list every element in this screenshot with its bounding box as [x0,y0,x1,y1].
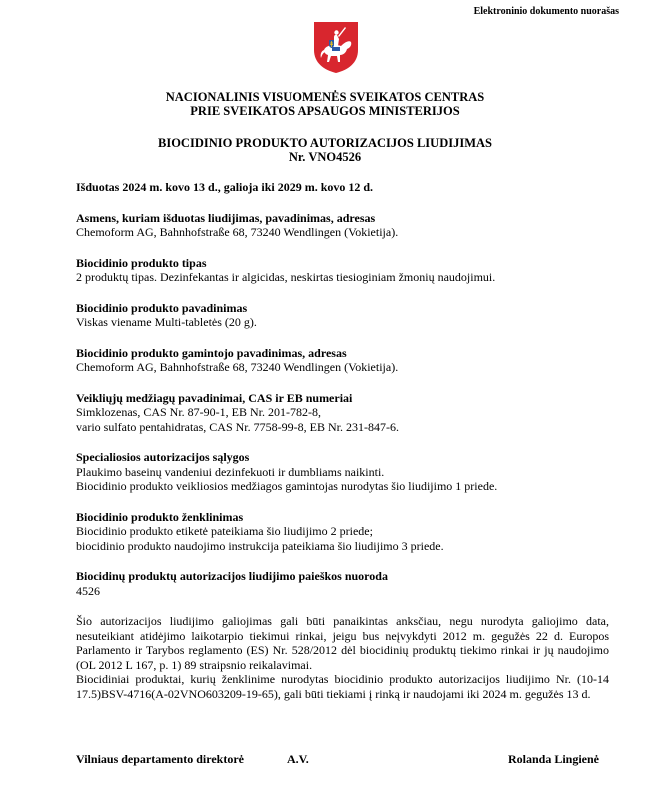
section-heading: Asmens, kuriam išduotas liudijimas, pavadinimas, adresas [76,210,376,225]
section-line: Biocidinio produkto veikliosios medžiagos gamintojas nurodytas šio liudijimo 1 priede. [76,479,498,493]
certificate-title-block [0,136,650,164]
document-body [76,180,609,701]
notes-paragraph: Biocidiniai produktai, kurių ženklinime nurodytas biocidinio produkto autorizacijos liudijimo Nr. (10-14 17.5)BSV-4716(A-02VNO603209-19-65), gali būti tiekiami į rinką ir naudojami iki 2024 m. gegužės 13 d. [76,672,609,701]
section-line: vario sulfato pentahidratas, CAS Nr. 7758-99-8, EB Nr. 231-847-6. [76,419,399,434]
validity-notes [76,614,609,701]
section-search-reference [76,569,609,598]
certificate-title: BIOCIDINIO PRODUKTO AUTORIZACIJOS LIUDIJIMAS [158,136,492,150]
section-line: 4526 [76,583,100,598]
section-product-type [76,256,609,285]
section-holder [76,211,609,240]
section-heading: Biocidinų produktų autorizacijos liudijimo paieškos nuoroda [76,569,388,583]
section-line: Simklozenas, CAS Nr. 87-90-1, EB Nr. 201-782-8, [76,405,321,419]
org-line-1: NACIONALINIS VISUOMENĖS SVEIKATOS CENTRAS [165,90,485,104]
director-position: Vilniaus departamento direktorė [76,752,244,766]
organization-name [0,90,650,118]
section-heading: Veikliųjų medžiagų pavadinimai, CAS ir EB numeriai [76,390,353,405]
section-product-name [76,301,609,330]
section-heading: Specialiosios autorizacijos sąlygos [76,450,250,464]
section-line: Viskas viename Multi-tabletės (20 g). [76,315,257,329]
section-special-conditions [76,450,609,494]
section-line: 2 produktų tipas. Dezinfekantas ir algicidas, neskirtas tiesioginiam žmonių naudojimui. [76,270,496,284]
stamp-mark: A.V. [287,752,309,766]
section-line: Plaukimo baseinų vandeniui dezinfekuoti ir dumbliams naikinti. [76,464,385,479]
notes-paragraph: Šio autorizacijos liudijimo galiojimas gali būti panaikintas anksčiau, negu nurodyta galiojimo data, nesuteikiant atidėjimo laikotarpio tiekimui rinkai, jeigu bus neįvykdyti 2012 m. gegužės 22 d. Europos Parlamento ir Tarybos reglamento (ES) Nr. 528/2012 dėl biocidinių produktų tiekimo rinkai ir jų naudojimo (OL 2012 L 167, p. 1) 89 straipsnio reikalavimai. [76,614,609,672]
electronic-copy-note: Elektroninio dokumento nuorašas [473,6,619,17]
section-line: Biocidinio produkto etiketė pateikiama šio liudijimo 2 priede; [76,524,373,538]
issued-date: Išduotas 2024 m. kovo 13 d., galioja iki 2029 m. kovo 12 d. [76,180,374,194]
section-labelling [76,510,609,554]
section-heading: Biocidinio produkto tipas [76,255,207,270]
section-manufacturer [76,346,609,375]
section-active-substances [76,391,609,435]
org-line-2: PRIE SVEIKATOS APSAUGOS MINISTERIJOS [190,104,460,118]
certificate-number: Nr. VNO4526 [288,150,362,164]
section-heading: Biocidinio produkto pavadinimas [76,300,248,315]
section-line: biocidinio produkto naudojimo instrukcija pateikiama šio liudijimo 3 priede. [76,538,444,553]
section-heading: Biocidinio produkto gamintojo pavadinimas, adresas [76,345,347,360]
signer-name: Rolanda Lingienė [507,752,599,766]
vytis-coat-of-arms-icon [312,20,360,74]
section-line: Chemoform AG, Bahnhofstraße 68, 73240 Wendlingen (Vokietija). [76,360,399,374]
section-heading: Biocidinio produkto ženklinimas [76,509,244,524]
section-line: Chemoform AG, Bahnhofstraße 68, 73240 Wendlingen (Vokietija). [76,225,399,239]
